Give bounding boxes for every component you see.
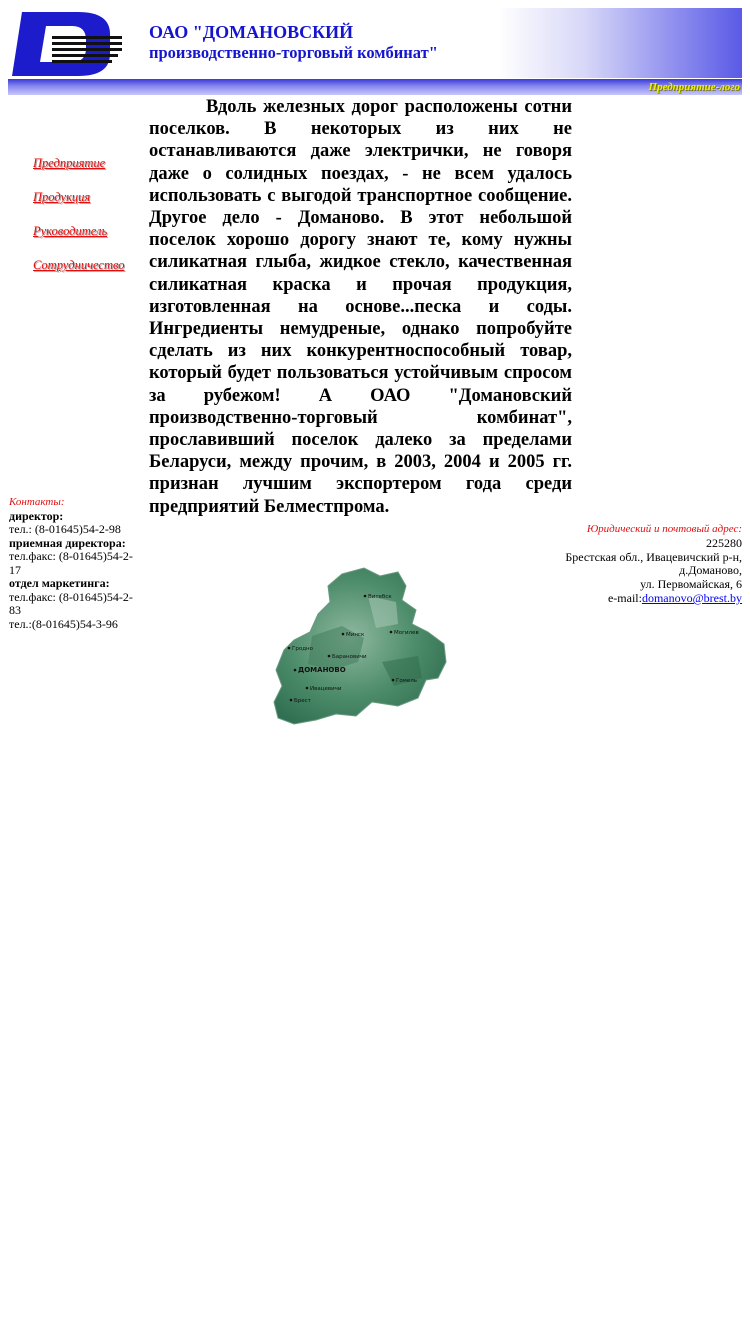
reception-phone: тел.факс: (8-01645)54-2-17 — [9, 549, 133, 577]
address-heading: Юридический и почтовый адрес: — [586, 523, 742, 535]
address-region: Брестская обл., Ивацевичский р-н, д.Доманово, — [565, 549, 742, 578]
director-label: директор: — [9, 508, 64, 523]
address-block — [562, 523, 742, 606]
map-city-dot — [364, 595, 367, 598]
map-city-label: Ивацевичи — [310, 686, 342, 692]
map-city-dot — [288, 647, 291, 650]
belarus-map — [272, 566, 452, 726]
nav-link-director[interactable]: Руководитель — [33, 224, 108, 238]
map-city-dot — [328, 655, 331, 658]
director-phone: тел.: (8-01645)54-2-98 — [9, 522, 121, 536]
address-email-line — [562, 592, 742, 606]
side-nav — [33, 152, 125, 288]
map-city-dot — [290, 699, 293, 702]
nav-link-enterprise[interactable]: Предприятие — [33, 156, 106, 170]
map-city-label: Витебск — [368, 594, 392, 600]
contacts-heading: Контакты: — [9, 496, 65, 508]
marketing-label: отдел маркетинга: — [9, 576, 110, 590]
map-city-label: Могилев — [394, 630, 419, 636]
map-city-dot — [392, 679, 395, 682]
map-city-dot — [342, 633, 345, 636]
contacts-block — [9, 496, 137, 631]
company-title-line1: ОАО "ДОМАНОВСКИЙ — [149, 22, 354, 42]
map-city-label: Гродно — [292, 646, 313, 652]
map-city-label: ДОМАНОВО — [298, 666, 346, 674]
article-paragraph: Вдоль железных дорог расположены сотни поселков. В некоторых из них не останавливаются даже электрички, не говоря даже о солидных поездах, - не всем удалось использовать с выгодой транспортное сообщение. Другое дело - Доманово. В этот небольшой поселок хорошо дорогу знают те, кому нужны силикатная глыба, жидкое стекло, качественная силикатная краска и прочая продукция, изготовленная на основе...песка и соды. Ингредиенты немудреные, однако попробуйте сделать из них конкурентноспособный товар, который будет пользоваться устойчивым спросом за рубежом! А ОАО "Домановский производственно-торговый комбинат", прославивший поселок далеко за пределами Беларуси, между прочим, в 2003, 2004 и 2005 гг. признан лучшим экспортером года среди предприятий Белместпрома. — [149, 97, 572, 517]
email-link[interactable]: domanovo@brest.by — [641, 590, 742, 605]
map-city-label: Брест — [294, 698, 311, 704]
map-city-dot — [294, 669, 297, 672]
address-postcode: 225280 — [706, 535, 742, 550]
site-header — [8, 8, 742, 78]
company-title — [149, 21, 438, 63]
map-city-label: Барановичи — [332, 654, 367, 660]
header-bar — [8, 79, 742, 95]
map-city-label: Минск — [346, 632, 365, 638]
header-bar-label: Предприятие-лого — [648, 81, 740, 93]
email-label: e-mail: — [607, 590, 642, 605]
header-gradient — [498, 8, 742, 78]
company-title-line2: производственно-торговый комбинат" — [149, 43, 438, 62]
address-street: ул. Первомайская, 6 — [640, 577, 742, 592]
nav-link-products[interactable]: Продукция — [33, 190, 91, 204]
main-article — [149, 96, 572, 518]
nav-link-cooperation[interactable]: Сотрудничество — [33, 258, 125, 272]
map-city-label: Гомель — [396, 678, 418, 684]
marketing-fax: тел.факс: (8-01645)54-2-83 — [9, 589, 133, 617]
marketing-phone: тел.:(8-01645)54-3-96 — [9, 616, 118, 631]
reception-label: приемная директора: — [9, 535, 126, 550]
company-logo — [10, 10, 124, 78]
map-city-dot — [390, 631, 393, 634]
map-city-dot — [306, 687, 309, 690]
